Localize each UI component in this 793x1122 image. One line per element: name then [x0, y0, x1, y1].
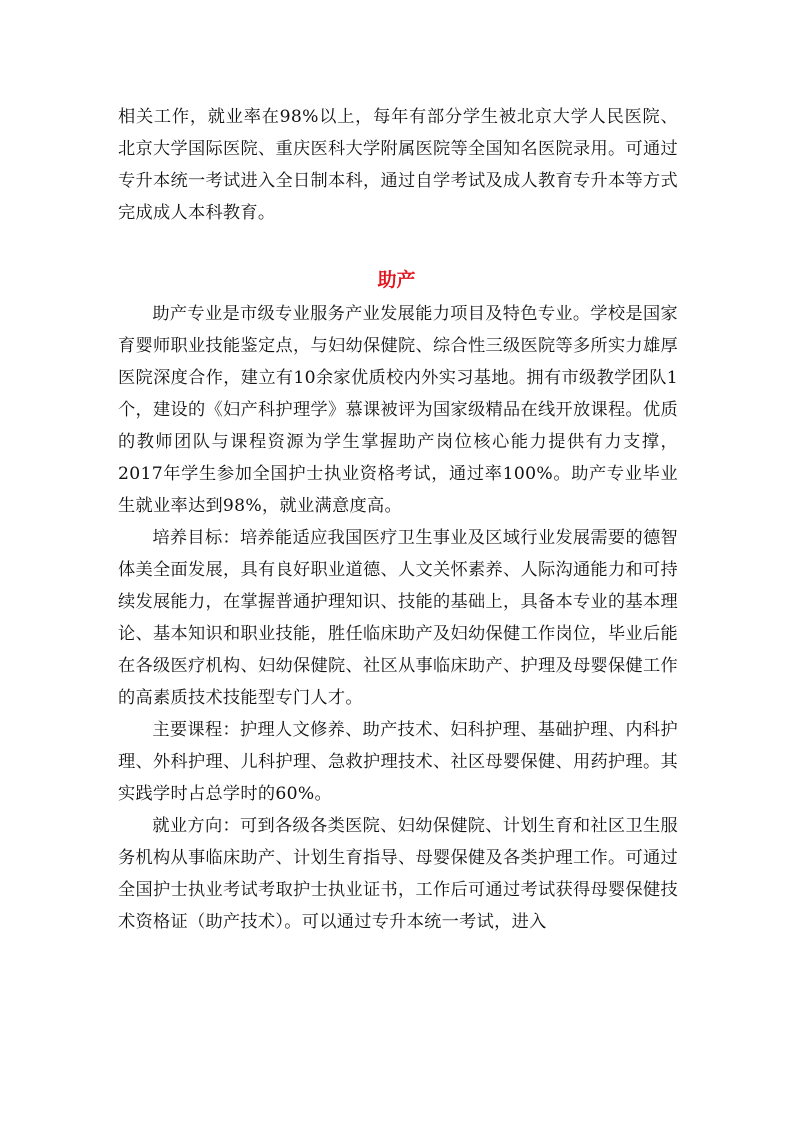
paragraph-main-courses: 主要课程：护理人文修养、助产技术、妇科护理、基础护理、内科护理、外科护理、儿科护理、急救护理技术、社区母婴保健、用药护理。其实践学时占总学时的60%。: [118, 720, 678, 804]
paragraph-intro: 助产专业是市级专业服务产业发展能力项目及特色专业。学校是国家育婴师职业技能鉴定点，与妇幼保健院、综合性三级医院等多所实力雄厚医院深度合作，建立有10余家优质校内外实习基地。拥有市级教学团队1个，建设的《妇产科护理学》慕课被评为国家级精品在线开放课程。优质的教师团队与课程资源为学生掌握助产岗位核心能力提供有力支撑，2017年学生参加全国护士执业资格考试，通过率100%。助产专业毕业生就业率达到98%，就业满意度高。: [118, 304, 678, 516]
section-title: 助产: [377, 269, 416, 291]
paragraph-employment: 就业方向：可到各级各类医院、妇幼保健院、计划生育和社区卫生服务机构从事临床助产、计划生育指导、母婴保健及各类护理工作。可通过全国护士执业考试考取护士执业证书，工作后可通过考试获得母婴保健技术资格证（助产技术）。可以通过专升本统一考试，进入: [118, 816, 678, 932]
paragraph-training-goal: 培养目标：培养能适应我国医疗卫生事业及区域行业发展需要的德智体美全面发展，具有良好职业道德、人文关怀素养、人际沟通能力和可持续发展能力，在掌握普通护理知识、技能的基础上，具备本专业的基本理论、基本知识和职业技能，胜任临床助产及妇幼保健工作岗位，毕业后能在各级医疗机构、妇幼保健院、社区从事临床助产、护理及母婴保健工作的高素质技术技能型专门人才。: [118, 528, 678, 708]
continued-text-block: [118, 101, 678, 229]
continued-paragraph: 相关工作，就业率在98%以上，每年有部分学生被北京大学人民医院、北京大学国际医院、重庆医科大学附属医院等全国知名医院录用。可通过专升本统一考试进入全日制本科，通过自学考试及成人教育专升本等方式完成成人本科教育。: [118, 107, 678, 223]
section-body: [118, 298, 678, 938]
